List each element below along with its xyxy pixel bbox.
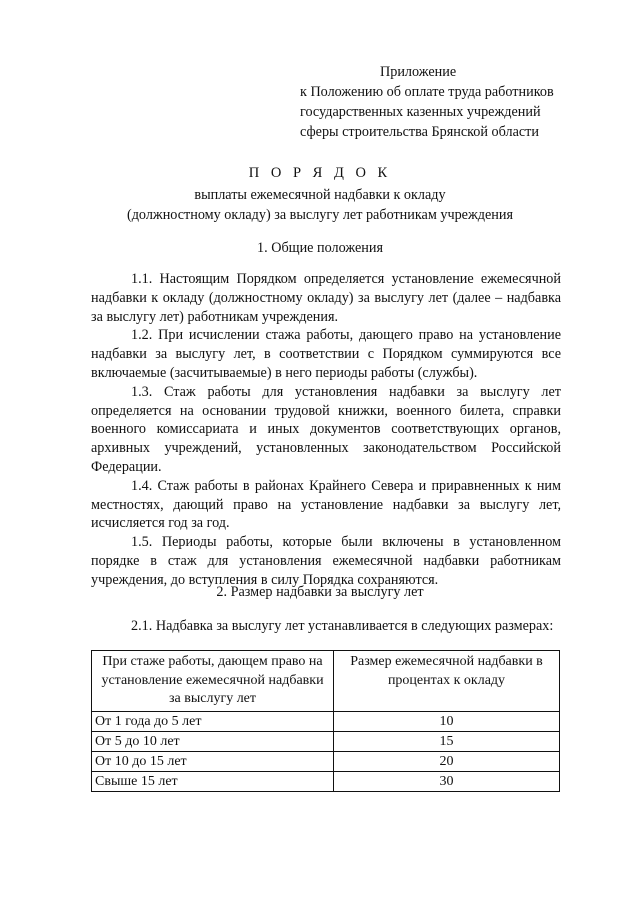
appendix-title: Приложение <box>380 64 457 80</box>
period-cell: Свыше 15 лет <box>92 771 334 791</box>
appendix-line: сферы строительства Брянской области <box>300 124 539 140</box>
paragraph-1-2: 1.2. При исчислении стажа работы, дающего право на установление надбавки за выслугу лет, в соответствии с Порядком суммируются все включаемые (засчитываемые) в него периоды работы (службы). <box>91 327 561 381</box>
paragraph-1-3: 1.3. Стаж работы для установления надбавки за выслугу лет определяется на основании трудовой книжки, военного билета, справки военного комиссариата и иных документов соответствующих органов, архивных учреждений, установленных законодательством Российской Федерации. <box>91 383 561 475</box>
document-subtitle-line: выплаты ежемесячной надбавки к окладу <box>194 187 446 203</box>
section-2-heading: 2. Размер надбавки за выслугу лет <box>216 584 424 600</box>
table-header-period: При стаже работы, дающем право на установление ежемесячной надбавки за выслугу лет <box>92 651 334 712</box>
section-1-body <box>91 270 561 590</box>
appendix-line: к Положению об оплате труда работников <box>300 84 554 100</box>
paragraph-1-1: 1.1. Настоящим Порядком определяется установление ежемесячной надбавки к окладу (должностному окладу) за выслугу лет (далее – надбавка за выслугу лет) работникам учреждения. <box>91 271 561 325</box>
table-row <box>92 711 560 731</box>
appendix-block <box>300 62 600 142</box>
period-cell: От 1 года до 5 лет <box>92 711 334 731</box>
table-header-percent: Размер ежемесячной надбавки в процентах к окладу <box>334 651 560 712</box>
percent-cell: 20 <box>334 751 560 771</box>
percent-cell: 30 <box>334 771 560 791</box>
paragraph-1-5: 1.5. Периоды работы, которые были включены в установленном порядке в стаж для установления ежемесячной надбавки работникам учреждения, до вступления в силу Порядка сохраняются. <box>91 534 561 588</box>
table-row <box>92 771 560 791</box>
section-1-heading: 1. Общие положения <box>257 240 383 256</box>
paragraph-1-4: 1.4. Стаж работы в районах Крайнего Севера и приравненных к ним местностях, дающий право на установление надбавки за выслугу лет, исчисляется год за год. <box>91 477 561 532</box>
appendix-line: государственных казенных учреждений <box>300 104 541 120</box>
table-header-row <box>92 651 560 712</box>
document-title: П О Р Я Д О К <box>248 165 392 181</box>
section-2-intro: 2.1. Надбавка за выслугу лет устанавливается в следующих размерах: <box>131 618 554 634</box>
seniority-rates-table <box>91 650 560 792</box>
document-subtitle-line: (должностному окладу) за выслугу лет работникам учреждения <box>126 207 514 223</box>
percent-cell: 15 <box>334 731 560 751</box>
period-cell: От 10 до 15 лет <box>92 751 334 771</box>
period-cell: От 5 до 10 лет <box>92 731 334 751</box>
percent-cell: 10 <box>334 711 560 731</box>
table-row <box>92 751 560 771</box>
table-row <box>92 731 560 751</box>
document-title-block <box>0 163 640 225</box>
